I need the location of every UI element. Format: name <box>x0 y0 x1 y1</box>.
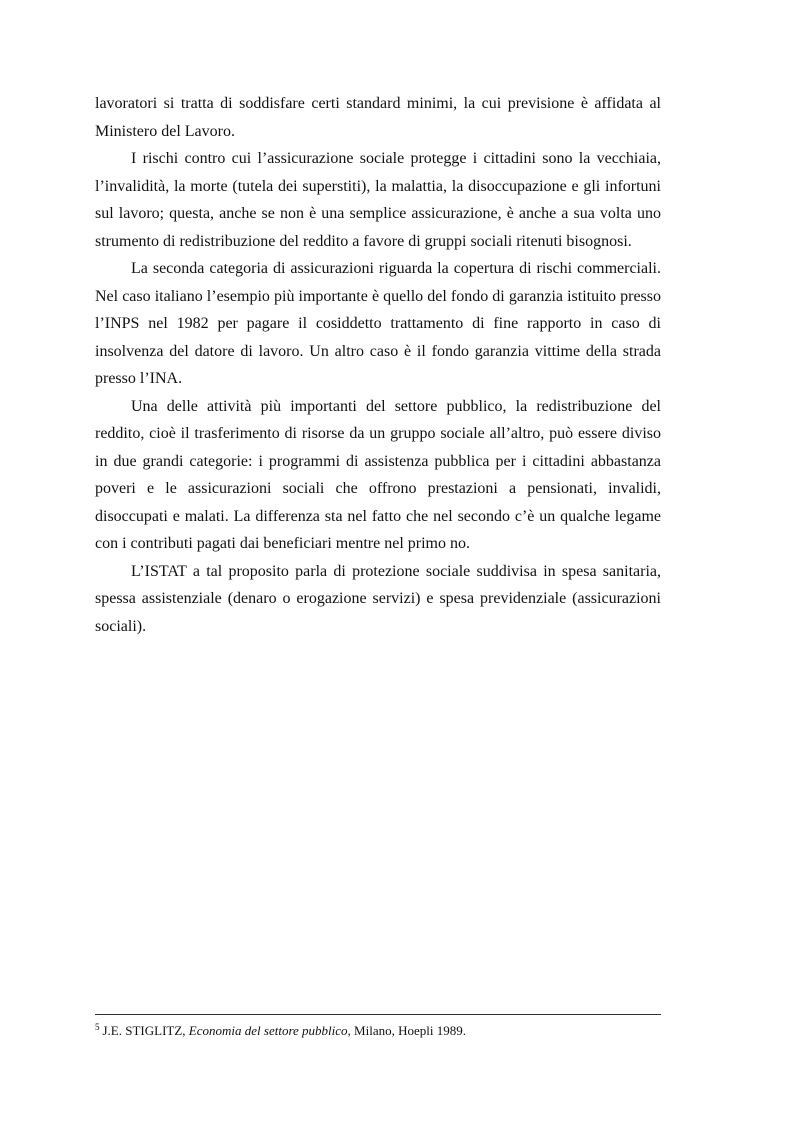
paragraph-3: La seconda categoria di assicurazioni riguarda la copertura di rischi commerciali. Nel caso italiano l’esempio più importante è quello del fondo di garanzia istituito presso l’INPS nel 1982 per pagare il cosiddetto trattamento di fine rapporto in caso di insolvenza del datore di lavoro. Un altro caso è il fondo garanzia vittime della strada presso l’INA. <box>95 260 661 387</box>
paragraph-2: I rischi contro cui l’assicurazione sociale protegge i cittadini sono la vecchiaia, l’invalidità, la morte (tutela dei superstiti), la malattia, la disoccupazione e gli infortuni sul lavoro; questa, anche se non è una semplice assicurazione, è anche a sua volta uno strumento di redistribuzione del reddito a favore di gruppi sociali ritenuti bisognosi. <box>95 150 661 250</box>
footnote-author: J.E. STIGLITZ, <box>102 1023 186 1038</box>
footnote-title: Economia del settore pubblico, <box>188 1023 351 1038</box>
paragraph-5: L’ISTAT a tal proposito parla di protezione sociale suddivisa in spesa sanitaria, spessa assistenziale (denaro o erogazione servizi) e spesa previdenziale (assicurazioni sociali). <box>95 562 661 635</box>
footnote-publisher: Milano, Hoepli 1989. <box>354 1023 466 1038</box>
paragraph-1: lavoratori si tratta di soddisfare certi standard minimi, la cui previsione è affidata al Ministero del Lavoro. <box>95 95 661 140</box>
footnote-number: 5 <box>95 1022 100 1032</box>
paragraph-4: Una delle attività più importanti del settore pubblico, la redistribuzione del reddito, cioè il trasferimento di risorse da un gruppo sociale all’altro, può essere diviso in due grandi categorie: i programmi di assistenza pubblica per i cittadini abbastanza poveri e le assicurazioni sociali che offrono prestazioni a pensionati, invalidi, disoccupati e malati. La differenza sta nel fatto che nel secondo c’è un qualche legame con i contributi pagati dai beneficiari mentre nel primo no. <box>95 397 661 552</box>
footnote <box>95 1019 661 1039</box>
body-text <box>95 90 661 640</box>
footnote-separator <box>95 1014 661 1015</box>
